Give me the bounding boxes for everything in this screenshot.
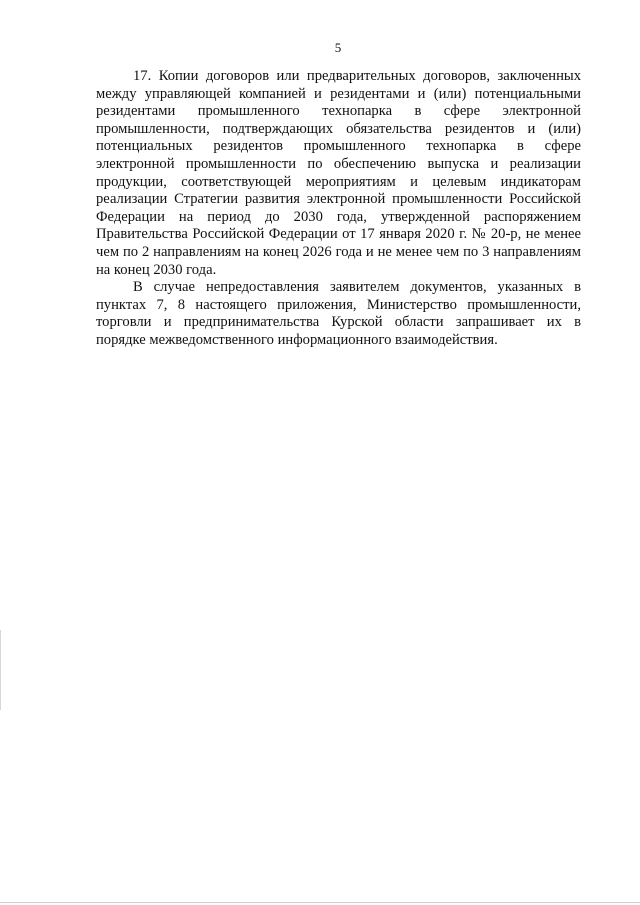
- paragraph-line: пунктах 7, 8 настоящего приложения, Министерство промышленности,: [96, 296, 581, 313]
- paragraph-line: промышленности, подтверждающих обязательства резидентов и (или): [96, 120, 581, 137]
- paragraph-line: Правительства Российской Федерации от 17 января 2020 г. № 20-р, не менее: [96, 226, 581, 243]
- scan-edge-mark: [0, 630, 1, 710]
- paragraph-line: между управляющей компанией и резидентами и (или) потенциальными: [96, 85, 581, 102]
- paragraph-line: электронной промышленности по обеспечению выпуска и реализации: [96, 155, 581, 172]
- paragraph-line: продукции, соответствующей мероприятиям и целевым индикаторам: [96, 173, 581, 190]
- paragraph-line: потенциальных резидентов промышленного технопарка в сфере: [96, 138, 581, 155]
- paragraph-line: резидентами промышленного технопарка в сфере электронной: [96, 103, 581, 120]
- paragraph-line: торговли и предпринимательства Курской области запрашивает их в: [96, 314, 581, 331]
- paragraph-line: реализации Стратегии развития электронной промышленности Российской: [96, 191, 581, 208]
- document-body: [96, 68, 581, 350]
- paragraph-line: 17. Копии договоров или предварительных договоров, заключенных: [133, 68, 581, 84]
- paragraph-line: В случае непредоставления заявителем документов, указанных в: [133, 279, 581, 296]
- scan-bottom-edge: [0, 902, 640, 903]
- page-number: 5: [334, 40, 342, 55]
- paragraph-interagency-request: [96, 279, 581, 349]
- paragraph-line: чем по 2 направлениям на конец 2026 года и не менее чем по 3 направлениям: [96, 243, 581, 260]
- paragraph-line: на конец 2030 года.: [96, 261, 217, 278]
- paragraph-line: порядке межведомственного информационного взаимодействия.: [96, 331, 498, 348]
- paragraph-line: Федерации на период до 2030 года, утвержденной распоряжением: [96, 208, 581, 225]
- paragraph-17-copies-of-contracts: [96, 68, 581, 279]
